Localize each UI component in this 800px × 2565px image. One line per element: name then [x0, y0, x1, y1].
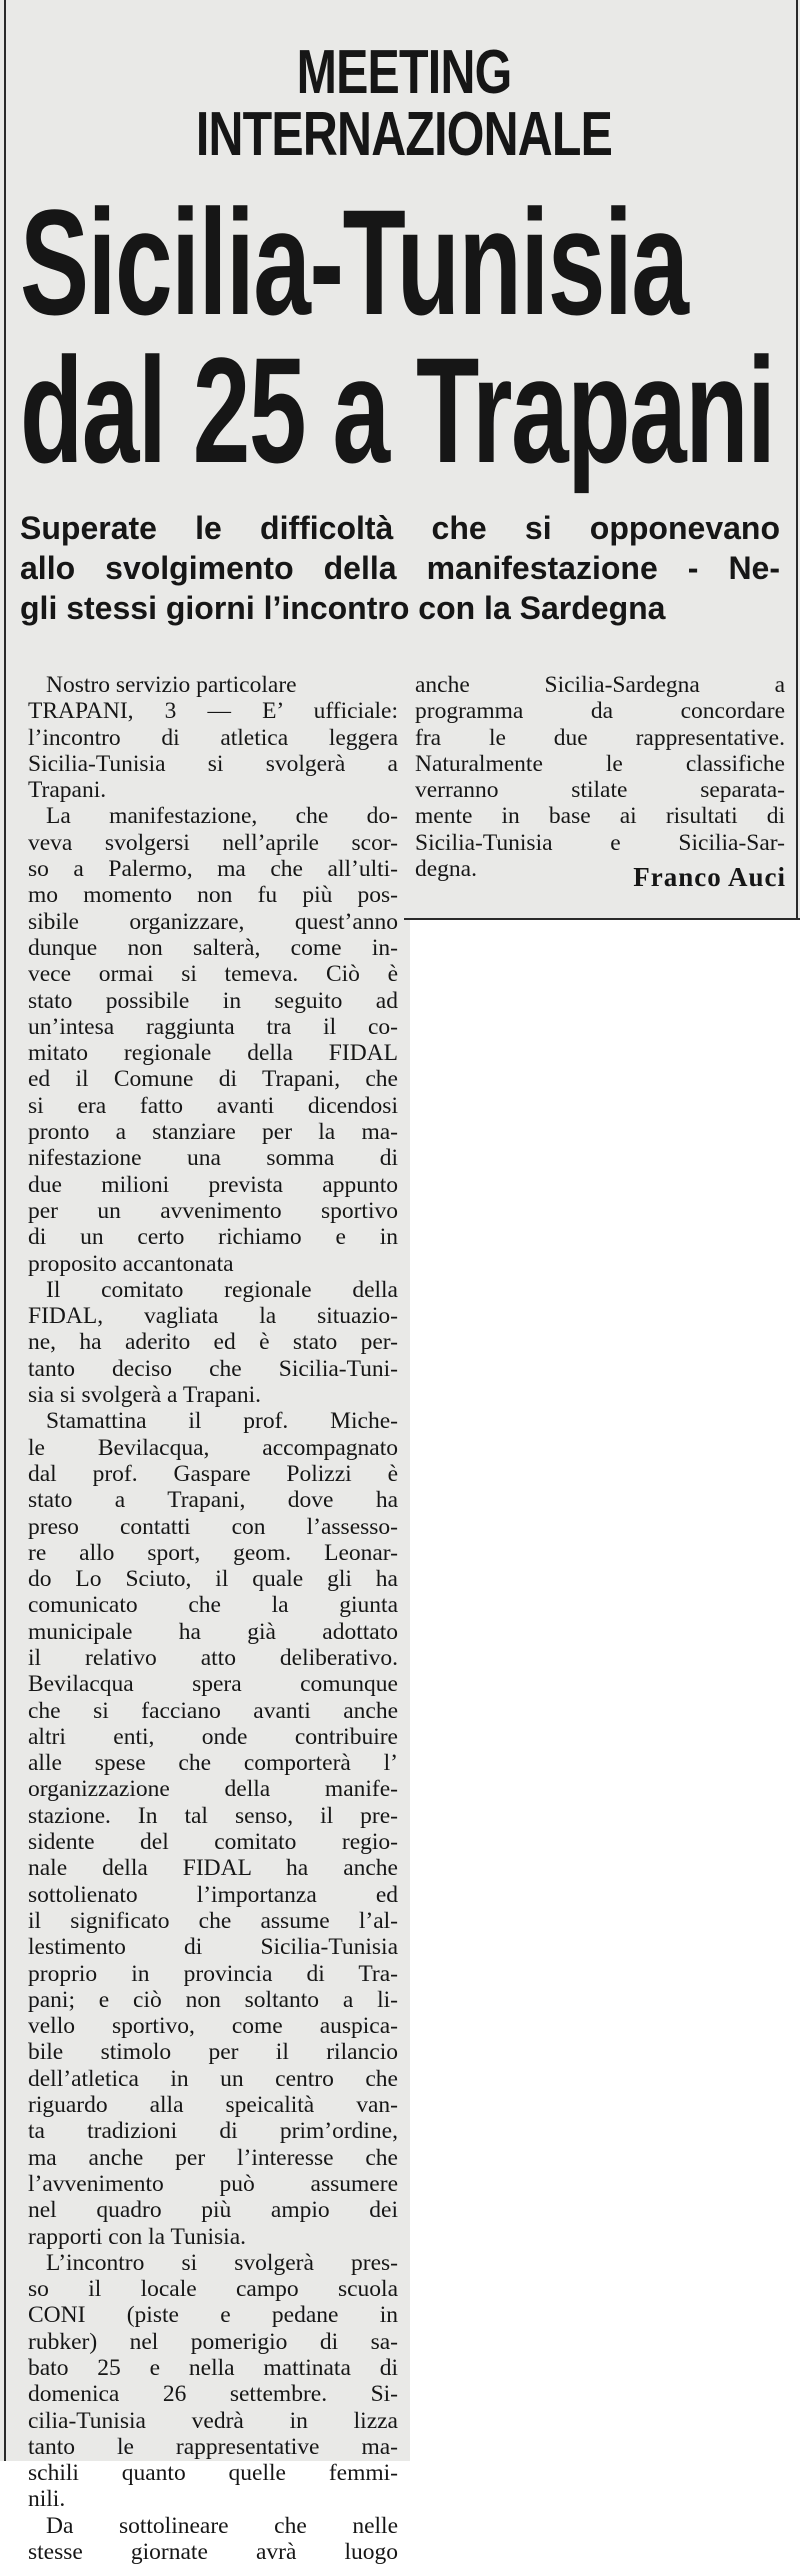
article-text-line: fra le due rappresentative.: [415, 724, 785, 751]
article-text-line: Trapani.: [28, 777, 107, 804]
article-text-line: sidente del comitato regio-: [28, 1829, 398, 1856]
headline: [20, 178, 775, 494]
blank-area: [410, 920, 800, 2461]
article-text-line: bile stimolo per il rilancio: [28, 2039, 398, 2066]
article-text-line: L’incontro si svolgerà pres-: [46, 2249, 398, 2276]
article-text-line: Il comitato regionale della: [46, 1276, 398, 1303]
article-text-line: pani; e ciò non soltanto a li-: [28, 1986, 398, 2013]
article-text-line: nel quadro più ampio dei: [28, 2197, 398, 2224]
article-text-line: organizzazione della manife-: [28, 1776, 398, 1803]
article-text-line: sia si svolgerà a Trapani.: [28, 1382, 262, 1409]
article-text-line: sottolienato l’importanza ed: [28, 1881, 398, 1908]
subhead-line: allo svolgimento della manifestazione - Ne-: [20, 550, 780, 586]
article-text-line: due milioni prevista appunto: [28, 1171, 398, 1198]
article-text-line: degna.: [415, 856, 477, 883]
article-text-line: proposito accantonata: [28, 1250, 234, 1277]
article-column-left: [28, 672, 398, 2565]
article-text-line: do Lo Sciuto, il quale gli ha: [28, 1566, 398, 1593]
article-text-line: verranno stilate separata-: [415, 777, 785, 804]
article-text-line: rubker) nel pomerigio di sa-: [28, 2328, 398, 2355]
article-text-line: municipale ha già adottato: [28, 1618, 398, 1645]
article-text-line: mente in base ai risultati di: [415, 803, 785, 830]
article-text-line: Nostro servizio particolare: [46, 672, 297, 698]
article-text-line: FIDAL, vagliata la situazio-: [28, 1303, 398, 1330]
article-text-line: l’incontro di atletica leggera: [28, 724, 398, 751]
article-text-line: mitato regionale della FIDAL: [28, 1040, 398, 1067]
column-rule-bottom: [404, 918, 800, 920]
article-text-line: stazione. In tal senso, il pre-: [28, 1802, 398, 1829]
article-text-line: tanto le rappresentative ma-: [28, 2433, 398, 2460]
article-text-line: cilia-Tunisia vedrà in lizza: [28, 2407, 398, 2434]
article-text-line: Da sottolineare che nelle: [46, 2512, 398, 2539]
article-text-line: CONI (piste e pedane in: [28, 2302, 398, 2329]
article-text-line: stato possibile in seguito ad: [28, 987, 398, 1014]
article-text-line: vece ormai si temeva. Ciò è: [28, 961, 398, 988]
article-text-line: un’intesa raggiunta tra il co-: [28, 1013, 398, 1040]
author-signature: Franco Auci: [633, 862, 786, 892]
column-rule-left: [4, 0, 6, 2461]
article-text-line: schili quanto quelle femmi-: [28, 2460, 398, 2487]
article-text-line: il significato che assume l’al-: [28, 1907, 398, 1934]
article-text-line: nale della FIDAL ha anche: [28, 1855, 398, 1882]
article-text-line: nili.: [28, 2486, 66, 2513]
article-text-line: preso contatti con l’assesso-: [28, 1513, 398, 1540]
article-text-line: anche Sicilia-Sardegna a: [415, 672, 785, 698]
article-text-line: si era fatto avanti dicendosi: [28, 1092, 398, 1119]
article-column-right: [415, 672, 785, 882]
article-text-line: Bevilacqua spera comunque: [28, 1671, 398, 1698]
article-text-line: Naturalmente le classifiche: [415, 750, 785, 777]
kicker: MEETING INTERNAZIONALE: [195, 38, 613, 169]
subheadline: [20, 508, 780, 628]
article-text-line: veva svolgersi nell’aprile scor-: [28, 829, 398, 856]
article-text-line: ed il Comune di Trapani, che: [28, 1066, 398, 1093]
article-text-line: Stamattina il prof. Miche-: [46, 1408, 398, 1435]
article-text-line: il relativo atto deliberativo.: [28, 1644, 398, 1671]
article-text-line: stato a Trapani, dove ha: [28, 1487, 398, 1514]
article-text-line: Sicilia-Tunisia e Sicilia-Sar-: [415, 829, 785, 856]
article-text-line: lestimento di Sicilia-Tunisia: [28, 1934, 398, 1961]
article-text-line: Sicilia-Tunisia si svolgerà a: [28, 750, 398, 777]
article-text-line: riguardo alla speicalità van-: [28, 2092, 398, 2119]
subhead-line: Superate le difficoltà che si opponevano: [20, 510, 780, 546]
article-text-line: che si facciano avanti anche: [28, 1697, 398, 1724]
article-text-line: domenica 26 settembre. Si-: [28, 2381, 398, 2408]
article-text-line: proprio in provincia di Tra-: [28, 1960, 398, 1987]
article-text-line: alle spese che comporterà l’: [28, 1750, 398, 1777]
article-text-line: nifestazione una somma di: [28, 1145, 398, 1172]
article-text-line: tanto deciso che Sicilia-Tuni-: [28, 1355, 398, 1382]
article-text-line: so il locale campo scuola: [28, 2276, 398, 2303]
article-text-line: dal prof. Gaspare Polizzi è: [28, 1460, 398, 1487]
article-text-line: dunque non salterà, come in-: [28, 934, 398, 961]
article-text-line: programma da concordare: [415, 698, 785, 725]
article-text-line: altri enti, onde contribuire: [28, 1723, 398, 1750]
article-text-line: TRAPANI, 3 — E’ ufficiale:: [28, 698, 398, 725]
article-text-line: so a Palermo, ma che all’ulti-: [28, 856, 398, 883]
article-text-line: La manifestazione, che do-: [46, 803, 398, 830]
article-text-line: comunicato che la giunta: [28, 1592, 398, 1619]
article-text-line: sibile organizzare, quest’anno: [28, 908, 398, 935]
article-text-line: stesse giornate avrà luogo: [28, 2539, 398, 2565]
article-text-line: l’avvenimento può assumere: [28, 2170, 398, 2197]
article-text-line: bato 25 e nella mattinata di: [28, 2355, 398, 2381]
article-text-line: pronto a stanziare per la ma-: [28, 1119, 398, 1146]
headline-line: Sicilia-Tunisia: [20, 178, 688, 346]
column-rule-right: [796, 0, 798, 920]
subhead-line: gli stessi giorni l’incontro con la Sardegna: [20, 590, 666, 626]
article-text-line: le Bevilacqua, accompagnato: [28, 1434, 398, 1461]
article-text-line: per un avvenimento sportivo: [28, 1197, 398, 1224]
article-text-line: ne, ha aderito ed è stato per-: [28, 1329, 398, 1356]
article-text-line: mo momento non fu più pos-: [28, 882, 398, 909]
article-text-line: ta tradizioni di prim’ordine,: [28, 2118, 398, 2145]
headline-line: dal 25 a Trapani: [20, 326, 775, 494]
article-text-line: ma anche per l’interesse che: [28, 2144, 398, 2171]
article-text-line: re allo sport, geom. Leonar-: [28, 1539, 398, 1566]
article-text-line: di un certo richiamo e in: [28, 1224, 398, 1251]
article-text-line: dell’atletica in un centro che: [28, 2065, 398, 2092]
article-text-line: vello sportivo, come auspica-: [28, 2013, 398, 2040]
article-text-line: rapporti con la Tunisia.: [28, 2223, 247, 2250]
